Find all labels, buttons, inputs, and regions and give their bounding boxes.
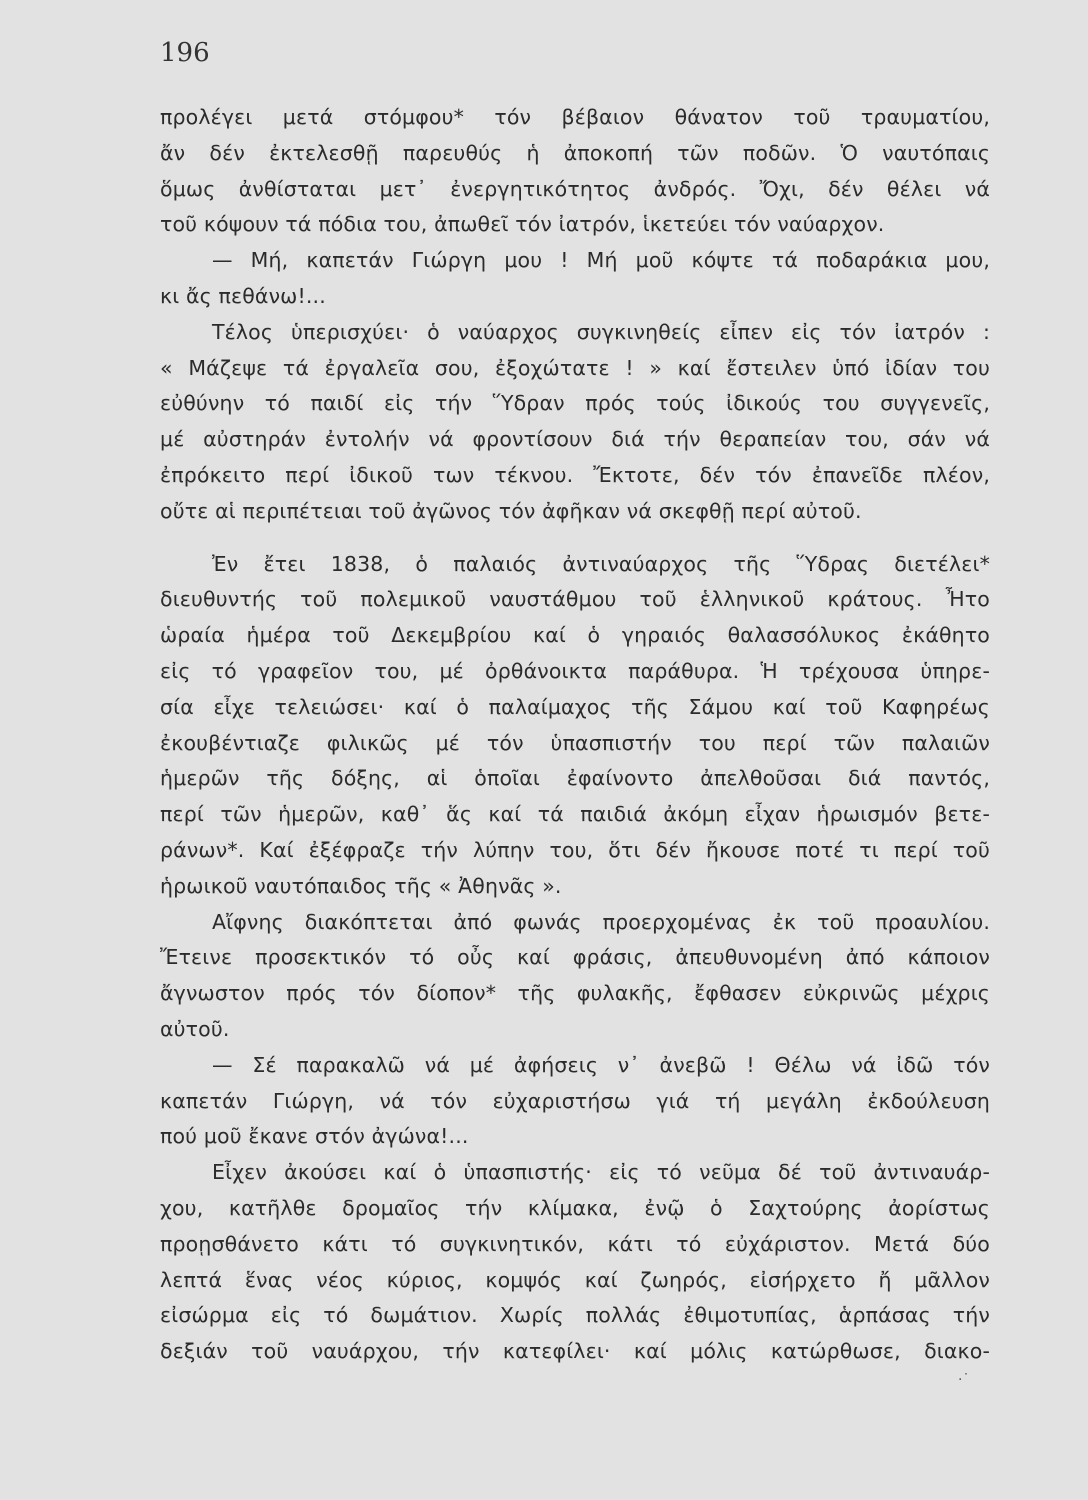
text-line: ἐκουβέντιαζε φιλικῶς μέ τόν ὑπασπιστήν του περί τῶν παλαιῶν (160, 730, 990, 755)
text-line: Τέλος ὑπερισχύει· ὁ ναύαρχος συγκινηθείς εἶπεν εἰς τόν ἰατρόν : (212, 319, 990, 344)
text-line: μέ αὐστηράν ἐντολήν νά φροντίσουν διά τήν θεραπείαν του, σάν νά (160, 427, 990, 452)
paragraph-5 (160, 905, 990, 1048)
paragraph-2 (160, 243, 990, 315)
paragraph-3 (160, 315, 990, 530)
text-line: περί τῶν ἡμερῶν, καθ᾽ ἅς καί τά παιδιά ἀκόμη εἶχαν ἡρωισμόν βετε- (160, 802, 990, 827)
text-line: ἡμερῶν τῆς δόξης, αἱ ὁποῖαι ἐφαίνοντο ἀπελθοῦσαι διά παντός, (160, 766, 990, 791)
text-line: ἄγνωστον πρός τόν δίοπον* τῆς φυλακῆς, ἔφθασεν εὐκρινῶς μέχρις (160, 981, 990, 1006)
text-line: προλέγει μετά στόμφου* τόν βέβαιον θάνατον τοῦ τραυματίου, (160, 105, 990, 129)
paragraph-6 (160, 1048, 990, 1155)
text-line: καπετάν Γιώργη, νά τόν εὐχαριστήσω γιά τή μεγάλη ἐκδούλευση (160, 1088, 990, 1113)
text-line: εἰσώρμα εἰς τό δωμάτιον. Χωρίς πολλάς ἐθιμοτυπίας, ἁρπάσας τήν (160, 1303, 990, 1328)
text-line: ἐπρόκειτο περί ἰδικοῦ των τέκνου. Ἔκτοτε, δέν τόν ἐπανεῖδε πλέον, (160, 462, 990, 487)
text-line: χου, κατῆλθε δρομαῖος τήν κλίμακα, ἐνῷ ὁ Σαχτούρης ἀορίστως (160, 1195, 990, 1220)
text-line: — Μή, καπετάν Γιώργη μου ! Μή μοῦ κόψτε τά ποδαράκια μου, (212, 248, 990, 273)
text-line: εἰς τό γραφεῖον του, μέ ὀρθάνοικτα παράθυρα. Ἡ τρέχουσα ὑπηρε- (160, 658, 990, 683)
text-line: Εἶχεν ἀκούσει καί ὁ ὑπασπιστής· εἰς τό νεῦμα δέ τοῦ ἀντιναυάρ- (212, 1160, 990, 1185)
text-line: πού μοῦ ἔκανε στόν ἀγώνα!... (160, 1124, 469, 1149)
text-line: — Σέ παρακαλῶ νά μέ ἀφήσεις ν᾽ ἀνεβῶ ! Θέλω νά ἰδῶ τόν (212, 1052, 990, 1077)
text-line: ἡρωικοῦ ναυτόπαιδος τῆς « Ἀθηνᾶς ». (160, 873, 562, 898)
text-line: Ἔτεινε προσεκτικόν τό οὖς καί φράσις, ἀπευθυνομένη ἀπό κάποιον (160, 945, 990, 970)
text-line: οὔτε αἱ περιπέτειαι τοῦ ἀγῶνος τόν ἀφῆκαν νά σκεφθῇ περί αὐτοῦ. (160, 498, 862, 523)
text-line: τοῦ κόψουν τά πόδια του, ἀπωθεῖ τόν ἰατρόν, ἱκετεύει τόν ναύαρχον. (160, 212, 885, 237)
text-line: ἄν δέν ἐκτελεσθῇ παρευθύς ἡ ἀποκοπή τῶν ποδῶν. Ὁ ναυτόπαις (160, 140, 990, 165)
text-line: Αἴφνης διακόπτεται ἀπό φωνάς προερχομένας ἐκ τοῦ προαυλίου. (212, 909, 990, 934)
text-line: Ἐν ἔτει 1838, ὁ παλαιός ἀντιναύαρχος τῆς Ὕδρας διετέλει* (212, 551, 990, 576)
text-line: ράνων*. Καί ἐξέφραζε τήν λύπην του, ὅτι δέν ἤκουσε ποτέ τι περί τοῦ (160, 837, 990, 862)
paragraph-4 (160, 547, 990, 905)
text-line: διευθυντής τοῦ πολεμικοῦ ναυστάθμου τοῦ ἑλληνικοῦ κράτους. Ἦτο (160, 587, 990, 612)
text-line: δεξιάν τοῦ ναυάρχου, τήν κατεφίλει· καί μόλις κατώρθωσε, διακο- (160, 1339, 990, 1364)
text-line: προῃσθάνετο κάτι τό συγκινητικόν, κάτι τό εὐχάριστον. Μετά δύο (160, 1231, 990, 1256)
text-line: ὡραία ἡμέρα τοῦ Δεκεμβρίου καί ὁ γηραιός θαλασσόλυκος ἐκάθητο (160, 623, 990, 648)
text-line: σία εἶχε τελειώσει· καί ὁ παλαίμαχος τῆς Σάμου καί τοῦ Καφηρέως (160, 694, 990, 719)
text-line: εὐθύνην τό παιδί εἰς τήν Ὕδραν πρός τούς ἰδικούς του συγγενεῖς, (160, 391, 990, 416)
text-line: λεπτά ἕνας νέος κύριος, κομψός καί ζωηρός, εἰσήρχετο ἤ μᾶλλον (160, 1267, 990, 1292)
body-text (160, 100, 990, 1370)
page-number: 196 (160, 38, 210, 68)
text-line: « Μάζεψε τά ἐργαλεῖα σου, ἐξοχώτατε ! » καί ἔστειλεν ὑπό ἰδίαν του (160, 355, 990, 380)
print-speck: ·˙ (958, 1372, 970, 1388)
paragraph-1 (160, 100, 990, 243)
text-line: ὅμως ἀνθίσταται μετ᾽ ἐνεργητικότητος ἀνδρός. Ὄχι, δέν θέλει νά (160, 176, 990, 201)
paragraph-7 (160, 1155, 990, 1370)
text-line: κι ἄς πεθάνω!... (160, 283, 326, 308)
section-break (160, 530, 990, 547)
text-line: αὐτοῦ. (160, 1016, 230, 1041)
